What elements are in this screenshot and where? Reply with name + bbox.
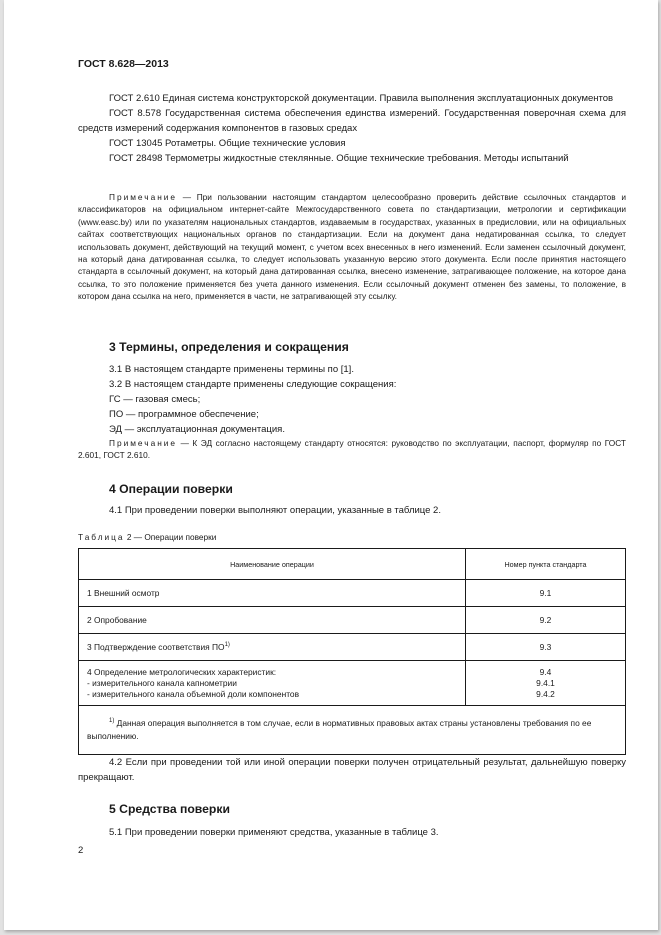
column-header-operation: Наименование операции	[79, 549, 466, 580]
section-3-body	[109, 362, 396, 437]
note-label: Примечание	[109, 438, 178, 448]
reference-item: ГОСТ 28498 Термометры жидкостные стеклянные. Общие технические требования. Методы испытаний	[109, 153, 569, 164]
paragraph-5-1: 5.1 При проведении поверки применяют средства, указанные в таблице 3.	[109, 827, 439, 838]
table-row	[79, 634, 626, 661]
paragraph-4-2	[78, 755, 626, 785]
paragraph: 3.1 В настоящем стандарте применены термины по [1].	[109, 364, 354, 375]
references-note	[78, 191, 626, 303]
paragraph: 3.2 В настоящем стандарте применены следующие сокращения:	[109, 379, 397, 390]
section-3-note	[78, 437, 626, 462]
reference-item: ГОСТ 8.578 Государственная система обеспечения единства измерений. Государственная поверочная схема для средств измерений содержания компонентов в газовых средах	[78, 108, 626, 134]
reference-item: ГОСТ 2.610 Единая система конструкторской документации. Правила выполнения эксплуатационных документов	[109, 93, 614, 104]
clause-line: 9.4.2	[536, 688, 555, 699]
table-footnote	[79, 706, 626, 755]
paragraph-4-1: 4.1 При проведении поверки выполняют операции, указанные в таблице 2.	[109, 505, 441, 516]
clause-line: 9.4	[539, 666, 552, 677]
footnote-marker: 1)	[224, 642, 230, 649]
column-header-clause: Номер пункта стандарта	[466, 549, 626, 580]
table-caption-label: Таблица	[78, 532, 125, 542]
abbreviation-item: ЭД — эксплуатационная документация.	[109, 424, 285, 435]
abbreviation-item: ПО — программное обеспечение;	[109, 409, 259, 420]
operation-text: 3 Подтверждение соответствия ПО	[87, 642, 225, 652]
operation-line: - измерительного канала объемной доли компонентов	[87, 688, 300, 699]
table-row	[79, 580, 626, 607]
document-page	[4, 0, 658, 930]
operation-line: - измерительного канала капнометрии	[87, 677, 237, 688]
note-text: — При пользовании настоящим стандартом целесообразно проверить действие ссылочных стандартов и классификаторов на официальном интернет-сайте Межгосударственного совета по стандартизации, метрологии и сертификации (www.easc.by) или по указателям национальных стандартов, издаваемым в государствах, указанных в предисловии, или на официальных сайтах соответствующих национальных органов по стандартизации. Если на документ дана недатированная ссылка, то следует использовать документ, действующий на текущий момент, с учетом всех внесенных в него изменений. Если заменен ссылочный документ, на который дана датированная ссылка, то следует использовать указанную версию этого документа. Если после принятия настоящего стандарта в ссылочный документ, на который дана датированная ссылка, внесено изменение, затрагивающее положение, на которое дана ссылка, то это положение применяется без учета данного изменения. Если ссылочный документ отменен без замены, то положение, в котором дана ссылка на него, применяется в части, не затрагивающей эту ссылку.	[78, 192, 626, 302]
note-label: Примечание	[109, 192, 178, 202]
section-5-heading: 5 Средства поверки	[109, 802, 230, 816]
operation-cell: 2 Опробование	[79, 607, 466, 634]
section-3-heading: 3 Термины, определения и сокращения	[109, 340, 349, 354]
clause-cell: 9.1	[466, 580, 626, 607]
operation-cell	[79, 661, 466, 706]
note-text: — К ЭД согласно настоящему стандарту относятся: руководство по эксплуатации, паспорт, формуляр по ГОСТ 2.601, ГОСТ 2.610.	[78, 438, 626, 461]
footnote-marker: 1)	[109, 718, 115, 725]
operations-table	[78, 548, 626, 755]
abbreviation-item: ГС — газовая смесь;	[109, 394, 201, 405]
operation-cell	[79, 634, 466, 661]
table-header-row	[79, 549, 626, 580]
clause-cell: 9.2	[466, 607, 626, 634]
clause-cell: 9.3	[466, 634, 626, 661]
section-4-heading: 4 Операции поверки	[109, 482, 233, 496]
footnote-text: Данная операция выполняется в том случае, если в нормативных правовых актах страны установлены требования по ее выполнению.	[87, 718, 592, 741]
reference-item: ГОСТ 13045 Ротаметры. Общие технические условия	[109, 138, 346, 149]
table-caption	[78, 532, 216, 542]
operation-line: 4 Определение метрологических характеристик:	[87, 666, 277, 677]
clause-line: 9.4.1	[536, 677, 555, 688]
table-footnote-row	[79, 706, 626, 755]
table-row	[79, 607, 626, 634]
page-number: 2	[78, 845, 84, 856]
document-header: ГОСТ 8.628—2013	[78, 58, 169, 70]
paragraph-text: 4.2 Если при проведении той или иной операции поверки получен отрицательный результат, дальнейшую поверку прекращают.	[78, 757, 626, 783]
table-caption-text: 2 — Операции поверки	[124, 532, 217, 542]
normative-references	[78, 91, 626, 166]
clause-cell	[466, 661, 626, 706]
operation-cell: 1 Внешний осмотр	[79, 580, 466, 607]
table-row	[79, 661, 626, 706]
